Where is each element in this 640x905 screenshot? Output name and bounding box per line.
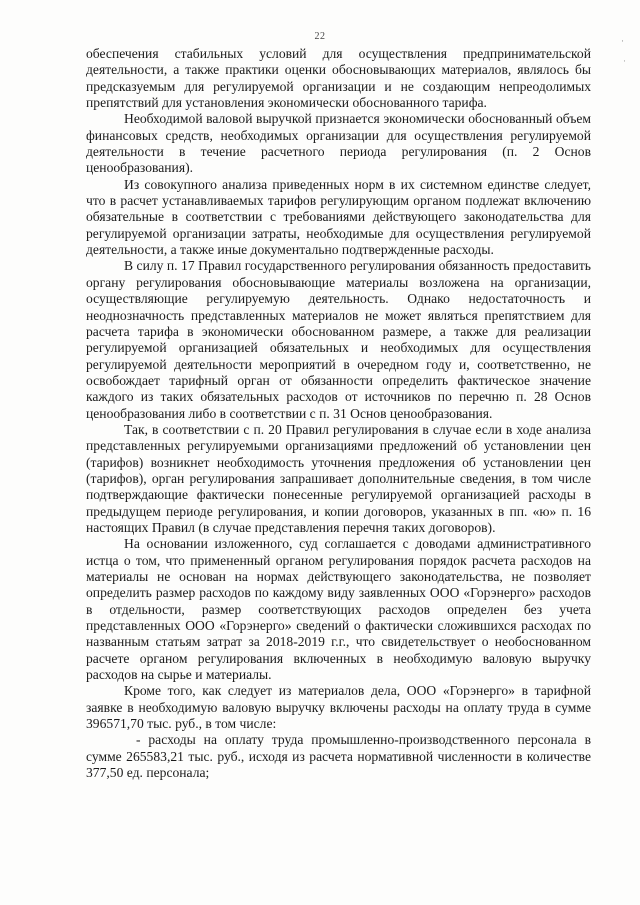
paragraph-3: Из совокупного анализа приведенных норм в их системном единстве следует, что в расчет устанавливаемых тарифов регулирующим органом подлежат включению обязательные в соответствии с требованиями действующего законодательства для регулируемой организации затраты, необходимые для осуществления регулируемой деятельности, а также иные документально подтвержденные расходы. (86, 176, 591, 258)
paragraph-2: Необходимой валовой выручкой признается экономически обоснованный объем финансовых средств, необходимых организации для осуществления регулируемой деятельности в течение расчетного периода регулирования (п. 2 Основ ценообразования). (86, 111, 591, 176)
paragraph-8-list-item: - расходы на оплату труда промышленно-производственного персонала в сумме 265583,21 тыс. руб., исходя из расчета нормативной численности в количестве 377,50 ед. персонала; (86, 732, 591, 781)
page-number: 22 (314, 31, 326, 42)
paragraph-5: Так, в соответствии с п. 20 Правил регулирования в случае если в ходе анализа представленных регулируемыми организациями предложений об установлении цен (тарифов) возникнет необходимость уточнения предложения об установлении цен (тарифов), орган регулирования запрашивает дополнительные сведения, в том числе подтверждающие фактически понесенные регулируемой организацией расходы в предыдущем периоде регулирования, и копии договоров, указанных в пп. «ю» п. 16 настоящих Правил (в случае представления перечня таких договоров). (86, 421, 591, 535)
scan-mark-secondary: · (623, 56, 626, 66)
document-body (86, 46, 591, 781)
paragraph-7: Кроме того, как следует из материалов дела, ООО «Горэнерго» в тарифной заявке в необходимую валовую выручку включены расходы на оплату труда в сумме 396571,70 тыс. руб., в том числе: (86, 683, 591, 732)
paragraph-4: В силу п. 17 Правил государственного регулирования обязанность предоставить органу регулирования обосновывающие материалы возложена на организации, осуществляющие регулируемую деятельность. Однако недостаточность и неоднозначность представленных материалов не может являться препятствием для расчета тарифа в экономически обоснованном размере, а также для реализации регулируемой организацией обязательных и необходимых для осуществления регулируемой деятельности мероприятий в очередном году и, соответственно, не освобождает тарифный орган от обязанности определить фактическое значение каждого из таких обязательных расходов от источников по перечню п. 28 Основ ценообразования либо в соответствии с п. 31 Основ ценообразования. (86, 258, 591, 421)
paragraph-6: На основании изложенного, суд соглашается с доводами административного истца о том, что примененный органом регулирования порядок расчета расходов на материалы не основан на нормах действующего законодательства, не позволяет определить размер расходов по каждому виду заявленных ООО «Горэнерго» расходов в отдельности, размер соответствующих расходов определен без учета представленных ООО «Горэнерго» сведений о фактически сложившихся расходах по названным статьям затрат за 2018-2019 г.г., что свидетельствует о необоснованном расчете органом регулирования включенных в необходимую валовую выручку расходов на сырье и материалы. (86, 536, 591, 683)
scan-mark: · (621, 36, 624, 46)
paragraph-1: обеспечения стабильных условий для осуществления предпринимательской деятельности, а также практики оценки обосновывающих материалов, являлось бы предсказуемым для регулируемой организации и не создающим непреодолимых препятствий для установления экономически обоснованного тарифа. (86, 46, 591, 111)
